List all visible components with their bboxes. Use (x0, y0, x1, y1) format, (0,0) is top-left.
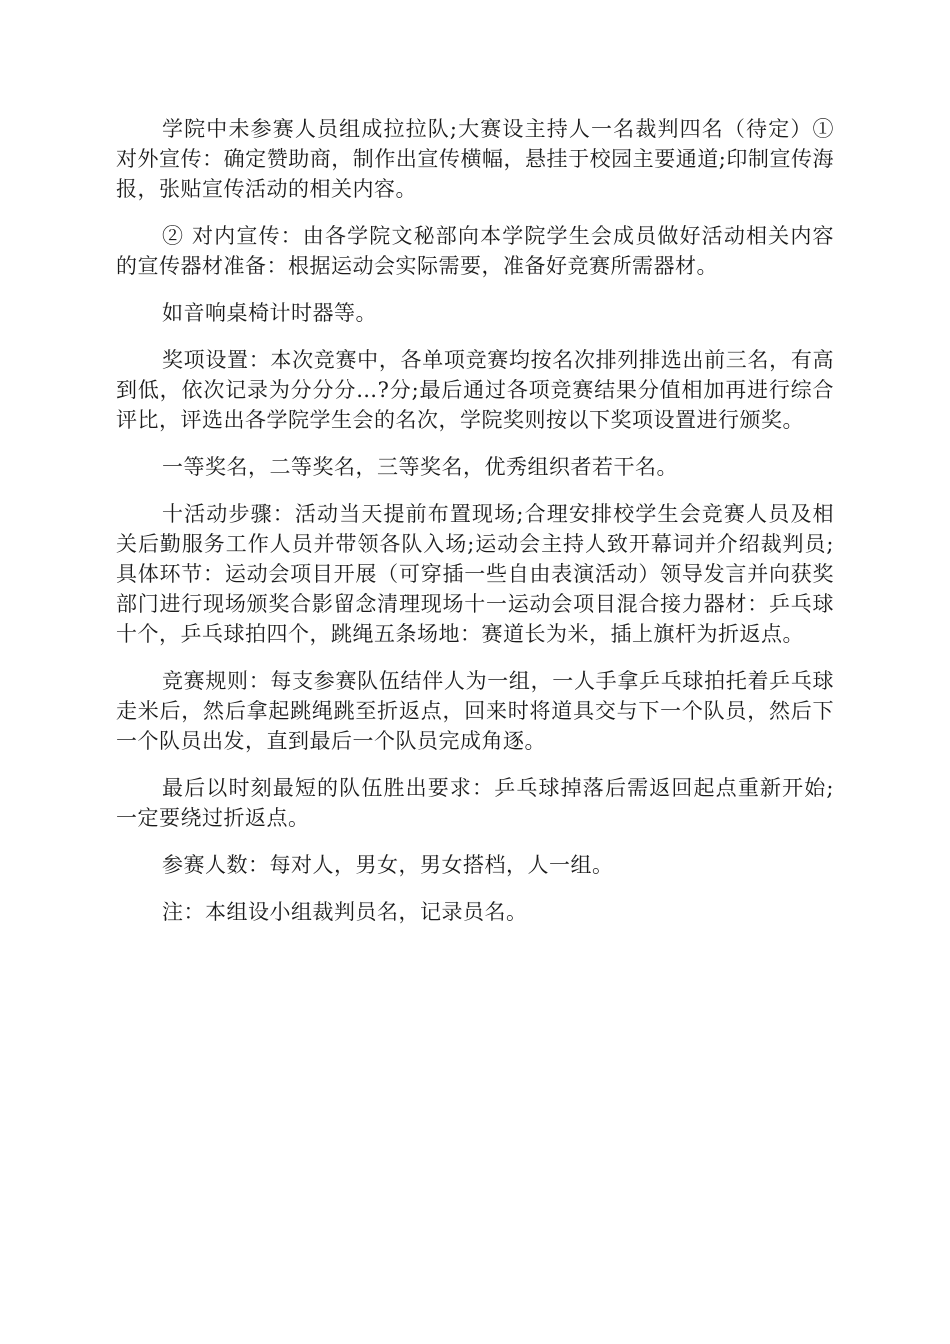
paragraph-awards-setup: 奖项设置：本次竞赛中，各单项竞赛均按名次排列排选出前三名，有高到低，依次记录为分分分…?分;最后通过各项竞赛结果分值相加再进行综合评比，评选出各学院学生会的名次，学院奖则按以下奖项设置进行颁奖。 (116, 348, 834, 432)
paragraph-note: 注：本组设小组裁判员名，记录员名。 (162, 900, 528, 924)
paragraph-equipment: 如音响桌椅计时器等。 (162, 301, 377, 325)
paragraph-cheer-and-publicity: 学院中未参赛人员组成拉拉队;大赛设主持人一名裁判四名（待定）①对外宣传：确定赞助商，制作出宣传横幅，悬挂于校园主要通道;印制宣传海报，张贴宣传活动的相关内容。 (116, 117, 834, 201)
paragraph-award-list: 一等奖名，二等奖名，三等奖名，优秀组织者若干名。 (162, 455, 678, 479)
paragraph-activity-steps: 十活动步骤：活动当天提前布置现场;合理安排校学生会竞赛人员及相关后勤服务工作人员并带领各队入场;运动会主持人致开幕词并介绍裁判员;具体环节：运动会项目开展（可穿插一些自由表演活动）领导发言并向获奖部门进行现场颁奖合影留念清理现场十一运动会项目混合接力器材：乒乓球十个，乒乓球拍四个，跳绳五条场地：赛道长为米，插上旗杆为折返点。 (116, 502, 834, 646)
document-page (116, 114, 834, 944)
paragraph-requirements: 最后以时刻最短的队伍胜出要求：乒乓球掉落后需返回起点重新开始;一定要绕过折返点。 (116, 776, 834, 830)
paragraph-internal-publicity: ② 对内宣传：由各学院文秘部向本学院学生会成员做好活动相关内容的宣传器材准备：根据运动会实际需要，准备好竞赛所需器材。 (116, 224, 834, 278)
paragraph-competition-rules: 竞赛规则：每支参赛队伍结伴人为一组，一人手拿乒乓球拍托着乒乓球走米后，然后拿起跳绳跳至折返点，回来时将道具交与下一个队员，然后下一个队员出发，直到最后一个队员完成角逐。 (116, 669, 834, 753)
paragraph-participants: 参赛人数：每对人，男女，男女搭档，人一组。 (162, 853, 614, 877)
